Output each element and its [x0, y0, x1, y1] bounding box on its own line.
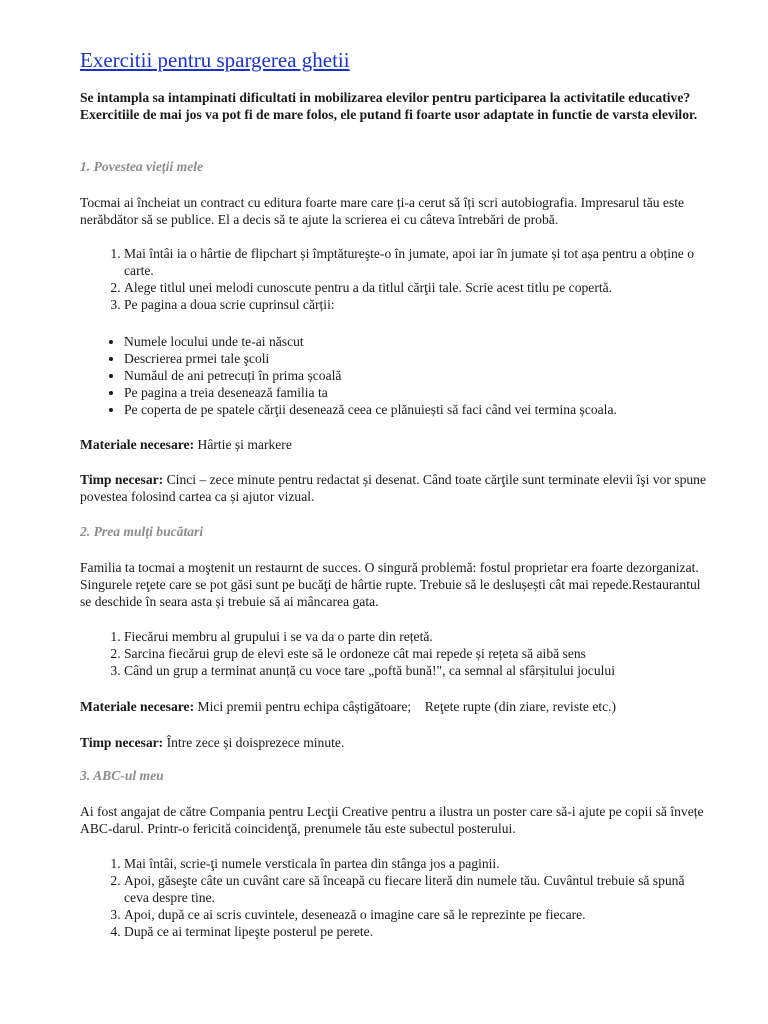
section-1-bullets — [80, 333, 712, 418]
list-item: 4. După ce ai terminat lipeşte posterul pe perete. — [124, 923, 712, 940]
list-item: 2. Alege titlul unei melodi cunoscute pentru a da titlul cărţii tale. Scrie acest titlu pe copertă. — [124, 279, 712, 296]
list-item: 2. Apoi, găseşte câte un cuvânt care să înceapă cu fiecare literă din numele tău. Cuvântul trebuie să spună ceva despre tine. — [124, 872, 712, 906]
list-item: • Pe pagina a treia desenează familia ta — [124, 384, 712, 401]
list-item: • Numele locului unde te-ai născut — [124, 333, 712, 350]
section-3-steps — [80, 855, 712, 940]
section-2-materials — [80, 698, 712, 715]
list-item: 1. Mai întâi ia o hârtie de flipchart și împtătureşte-o în jumate, apoi iar în jumate și tot așa pentru a obține o carte. — [124, 245, 712, 279]
materials-value: Mici premii pentru echipa câștigătoare; Reţete rupte (din ziare, reviste etc.) — [194, 699, 617, 714]
section-2-time — [80, 734, 712, 751]
materials-label: Materiale necesare: — [80, 699, 195, 714]
section-1-materials — [80, 436, 712, 453]
section-2-steps — [80, 628, 712, 679]
list-item: • Descrierea prmei tale şcoli — [124, 350, 712, 367]
document-title[interactable]: Exercitii pentru spargerea ghetii — [80, 48, 350, 72]
section-2-paragraph: Familia ta tocmai a moştenit un restaurnt de succes. O singură problemă: fostul proprietar era foarte dezorganizat. Singurele reţete care se pot găsi sunt pe bucăţi de hârtie rupte. Trebuie să le deslușești cât mai repede.Restaurantul se deschide în seara asta și trebuie să ai mâncarea gata. — [80, 560, 701, 609]
list-item: • Număul de ani petrecuți în prima școală — [124, 367, 712, 384]
section-1-time — [80, 471, 712, 505]
time-label: Timp necesar: — [80, 735, 164, 750]
intro-paragraph: Se intampla sa intampinati dificultati in mobilizarea elevilor pentru participarea la activitatile educative? Exercitiile de mai jos va pot fi de mare folos, ele putand fi foarte usor adaptate in functie de varsta elevilor. — [80, 90, 698, 122]
time-label: Timp necesar: — [80, 472, 164, 487]
list-item: 1. Mai întâi, scrie-ţi numele versticala în partea din stânga jos a paginii. — [124, 855, 712, 872]
materials-label: Materiale necesare: — [80, 437, 195, 452]
section-1-paragraph: Tocmai ai încheiat un contract cu editura foarte mare care ți-a cerut să îți scri autobiografia. Impresarul tău este nerăbdător să se publice. El a decis să te ajute la scrierea ei cu câteva întrebări de probă. — [80, 195, 685, 227]
section-3-heading: 3. ABC-ul meu — [80, 768, 164, 783]
section-1-heading: 1. Povestea vieții mele — [80, 159, 204, 174]
list-item: • Pe coperta de pe spatele cărţii desenează ceea ce plănuiești să faci când vei termina școala. — [124, 401, 712, 418]
time-value: Între zece și doisprezece minute. — [163, 735, 345, 750]
time-value: Cinci – zece minute pentru redactat și desenat. Când toate cărţile sunt terminate elevii îşi vor spune povestea folosind cartea ca și ajutor vizual. — [80, 472, 707, 504]
list-item: 3. Când un grup a terminat anunță cu voce tare „poftă bună!", ca semnal al sfârșitului jocului — [124, 662, 712, 679]
list-item: 1. Fiecărui membru al grupului i se va da o parte din rețetă. — [124, 628, 712, 645]
list-item: 3. Apoi, după ce ai scris cuvintele, desenează o imagine care să le reprezinte pe fiecare. — [124, 906, 712, 923]
list-item: 3. Pe pagina a doua scrie cuprinsul cărții: — [124, 296, 712, 313]
section-2-heading: 2. Prea mulți bucătari — [80, 524, 204, 539]
materials-value: Hârtie și markere — [194, 437, 292, 452]
section-3-paragraph: Ai fost angajat de către Compania pentru Lecţii Creative pentru a ilustra un poster care să-i ajute pe copii să învețe ABC-darul. Printr-o fericită coincidenţă, prenumele tău este subectul posterului. — [80, 804, 704, 836]
section-1-steps — [80, 245, 712, 313]
list-item: 2. Sarcina fiecărui grup de elevi este să le ordoneze cât mai repede și rețeta să aibă sens — [124, 645, 712, 662]
